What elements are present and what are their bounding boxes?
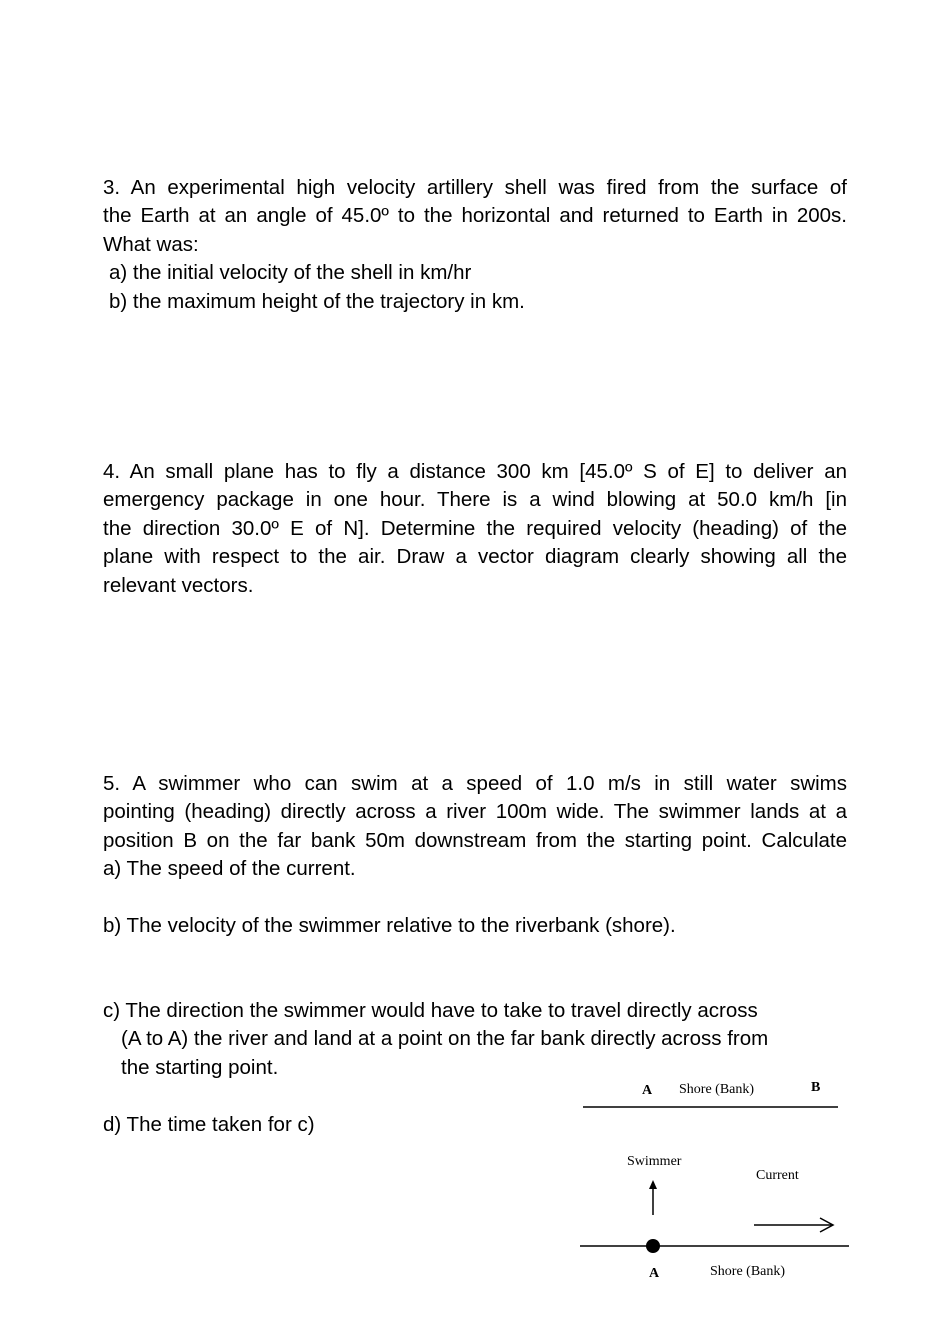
- q5-line-3: position B on the far bank 50m downstream from the starting point. Calculate: [103, 828, 847, 852]
- q4-line-5: relevant vectors.: [103, 573, 254, 597]
- current-arrow-icon: [754, 1218, 833, 1232]
- label-bottom-shore: Shore (Bank): [710, 1264, 786, 1279]
- q5-part-a: a) The speed of the current.: [103, 857, 356, 881]
- q3-line-2: the Earth at an angle of 45.0º to the horizontal and returned to Earth in 200s.: [103, 204, 847, 228]
- q3-part-b: b) the maximum height of the trajectory in km.: [109, 289, 525, 313]
- q4-line-3: the direction 30.0º E of N]. Determine the required velocity (heading) of the: [103, 516, 847, 540]
- q5-line-2: pointing (heading) directly across a river 100m wide. The swimmer lands at a: [103, 800, 847, 824]
- label-current: Current: [756, 1168, 799, 1183]
- q4-line-1: 4. An small plane has to fly a distance 300 km [45.0º S of E] to deliver an: [103, 460, 847, 483]
- label-swimmer: Swimmer: [627, 1154, 682, 1169]
- start-point-dot: [646, 1239, 660, 1253]
- q3-line-3: What was:: [103, 232, 199, 256]
- q3-part-a: a) the initial velocity of the shell in km/hr: [109, 261, 472, 285]
- q5-part-c-line-3: the starting point.: [121, 1055, 279, 1079]
- label-top-shore: Shore (Bank): [679, 1082, 755, 1097]
- q5-line-1: 5. A swimmer who can swim at a speed of 1.0 m/s in still water swims: [103, 772, 847, 795]
- q4-line-4: plane with respect to the air. Draw a vector diagram clearly showing all the: [103, 545, 847, 569]
- label-top-a: A: [642, 1083, 653, 1098]
- q5-part-b: [103, 912, 847, 940]
- label-bottom-a: A: [649, 1266, 660, 1281]
- q4-line-2: emergency package in one hour. There is a wind blowing at 50.0 km/h [in: [103, 488, 847, 512]
- q3-line-1: 3. An experimental high velocity artillery shell was fired from the surface of: [103, 176, 847, 199]
- q5-part-b-text: b) The velocity of the swimmer relative to the riverbank (shore).: [103, 914, 676, 937]
- river-diagram-graphics: [570, 1070, 860, 1270]
- swimmer-arrow-icon: [649, 1180, 657, 1215]
- question-5: [103, 770, 847, 884]
- q5-part-d-text: d) The time taken for c): [103, 1113, 315, 1136]
- label-top-b: B: [811, 1080, 821, 1095]
- q5-part-c-line-2: (A to A) the river and land at a point on the far bank directly across from: [121, 1027, 769, 1051]
- question-3: [103, 174, 847, 316]
- question-4: [103, 458, 847, 600]
- q5-part-c-line-1: c) The direction the swimmer would have to take to travel directly across: [103, 999, 758, 1022]
